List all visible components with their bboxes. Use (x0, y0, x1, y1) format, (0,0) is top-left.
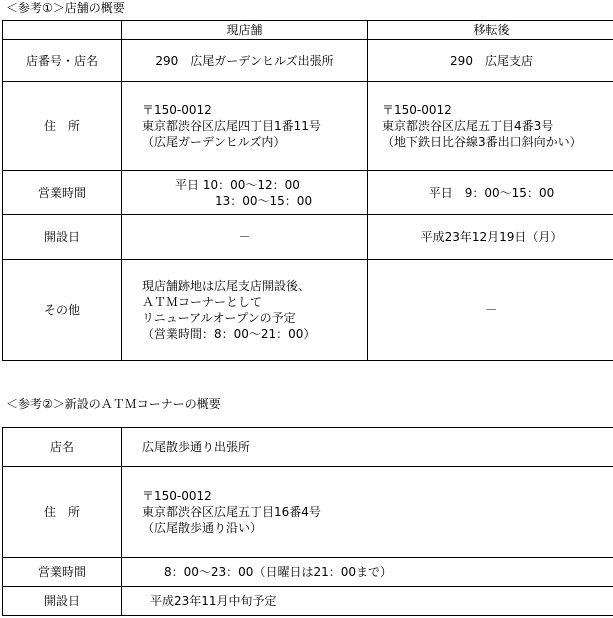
after-hours: 平日 9：00～15：00 (368, 171, 613, 215)
section2-heading: ＜参考②＞新設のＡＴＭコーナーの概要 (6, 397, 221, 411)
after-postal-code: 〒150-0012 (382, 103, 452, 117)
atm-name: 広尾散歩通り出張所 (122, 428, 613, 467)
header-current-store: 現店舗 (122, 21, 368, 40)
current-postal-code: 〒150-0012 (142, 103, 212, 117)
current-other (122, 260, 368, 361)
current-hours (122, 171, 368, 215)
current-hours-afternoon: 13：00～15：00 (215, 193, 313, 208)
header-blank-cell (3, 21, 122, 40)
atm-address-note: （広尾散歩通り沿い） (142, 521, 263, 535)
row-label-opening: 開設日 (3, 215, 122, 260)
row-label-atm-name: 店名 (3, 428, 122, 467)
store-overview-table (2, 20, 613, 361)
table-row (3, 558, 613, 587)
atm-address (122, 467, 613, 558)
current-address (122, 82, 368, 171)
current-opening: － (122, 215, 368, 260)
other-line-3: リニューアルオープンの予定 (142, 311, 296, 325)
after-street-address: 東京都渋谷区広尾五丁目4番3号 (382, 119, 554, 133)
row-label-other: その他 (3, 260, 122, 361)
after-opening: 平成23年12月19日（月） (368, 215, 613, 260)
table-row (3, 587, 613, 616)
row-label-atm-address: 住 所 (3, 467, 122, 558)
atm-opening: 平成23年11月中旬予定 (122, 587, 613, 616)
table-row (3, 428, 613, 467)
row-label-hours: 営業時間 (3, 171, 122, 215)
header-after-move: 移転後 (368, 21, 613, 40)
table-row (3, 40, 613, 82)
other-line-1: 現店舗跡地は広尾支店開設後、 (142, 279, 311, 293)
current-hours-morning: 平日 10：00～12：00 (175, 177, 300, 192)
table-row (3, 260, 613, 361)
table-row (3, 82, 613, 171)
table-row (3, 171, 613, 215)
atm-street-address: 東京都渋谷区広尾五丁目16番4号 (142, 505, 321, 519)
atm-postal-code: 〒150-0012 (142, 489, 212, 503)
after-store-name: 290 広尾支店 (368, 40, 613, 82)
other-line-4: （営業時間：8：00～21：00） (142, 327, 316, 341)
section1-heading: ＜参考①＞店舗の概要 (6, 1, 125, 15)
after-address-note: （地下鉄日比谷線3番出口斜向かい） (382, 135, 582, 149)
table-row (3, 215, 613, 260)
current-address-note: （広尾ガーデンヒルズ内） (142, 135, 286, 149)
atm-overview-table (2, 427, 613, 616)
row-label-store: 店番号・店名 (3, 40, 122, 82)
row-label-atm-opening: 開設日 (3, 587, 122, 616)
other-line-2: ＡＴＭコーナーとして (142, 295, 263, 309)
after-address (368, 82, 613, 171)
row-label-address: 住 所 (3, 82, 122, 171)
table-row (3, 467, 613, 558)
atm-hours: 8：00～23：00（日曜日は21：00まで） (122, 558, 613, 587)
row-label-atm-hours: 営業時間 (3, 558, 122, 587)
current-store-name: 290 広尾ガーデンヒルズ出張所 (122, 40, 368, 82)
current-street-address: 東京都渋谷区広尾四丁目1番11号 (142, 119, 321, 133)
after-other: － (368, 260, 613, 361)
table-header-row (3, 21, 613, 40)
